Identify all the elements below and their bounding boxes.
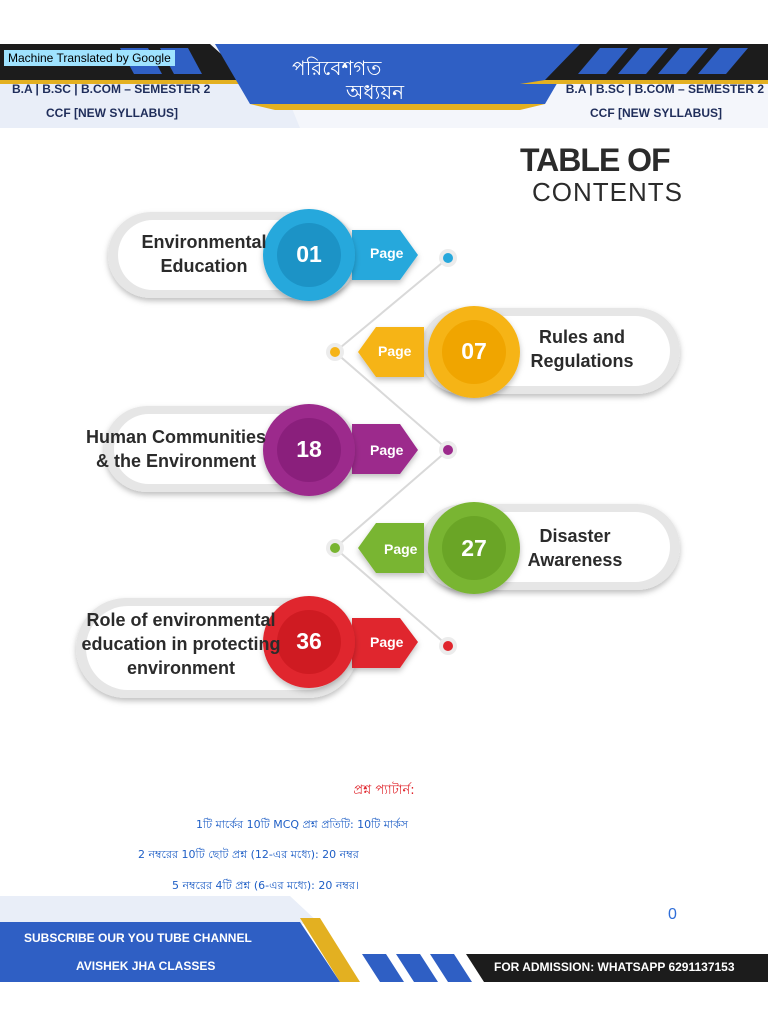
- question-pattern-line-3: 5 নম্বরের 4টি প্রশ্ন (6-এর মধ্যে): 20 নম্বর।: [172, 879, 359, 892]
- footer-admission-contact: FOR ADMISSION: WHATSAPP 6291137153: [494, 960, 735, 974]
- question-pattern-line-1: 1টি মার্কের 10টি MCQ প্রশ্ন প্রতিটি: 10টি মার্কস: [196, 818, 409, 831]
- page-number: 0: [668, 906, 677, 923]
- header-course-left: B.A | B.SC | B.COM – SEMESTER 2: [12, 82, 211, 96]
- question-pattern-line-2: 2 নম্বরের 10টি ছোট প্রশ্ন (12-এর মধ্যে): 20 নম্বর: [138, 848, 359, 861]
- toc-item-27-number: 27: [461, 535, 487, 561]
- toc-item-36-page-tag: Page: [370, 634, 404, 650]
- toc-item-07-label: Rules and Regulations: [530, 327, 634, 371]
- toc-item-18-page-tag: Page: [370, 442, 404, 458]
- toc-item-01-page-tag: Page: [370, 245, 404, 261]
- toc-item-36-number: 36: [296, 628, 322, 654]
- document-title-line2: অধ্যয়ন: [346, 80, 405, 104]
- document-title-line1: পরিবেশগত: [292, 56, 382, 80]
- header-syllabus-left: CCF [NEW SYLLABUS]: [46, 106, 178, 120]
- toc-item-36-label: Role of environmental education in protecting environment: [81, 610, 281, 678]
- toc-item-07-number: 07: [461, 338, 487, 364]
- header-syllabus-right: CCF [NEW SYLLABUS]: [590, 106, 722, 120]
- machine-translation-label: Machine Translated by Google: [4, 50, 175, 66]
- toc-item-18-number: 18: [296, 436, 322, 462]
- toc-item-01-number: 01: [296, 241, 322, 267]
- toc-item-07-page-tag: Page: [378, 343, 412, 359]
- footer-channel-name: AVISHEK JHA CLASSES: [76, 959, 216, 973]
- toc-item-27-label: Disaster Awareness: [527, 526, 623, 570]
- header-course-right: B.A | B.SC | B.COM – SEMESTER 2: [565, 82, 764, 96]
- toc-item-01-label: Environmental Education: [141, 232, 267, 276]
- toc-item-18-label: Human Communities & the Environment: [85, 427, 267, 471]
- toc-title-line2: CONTENTS: [532, 177, 683, 207]
- toc-title-line1: TABLE OF: [520, 142, 670, 178]
- question-pattern-title: প্রশ্ন প্যাটার্ন:: [353, 783, 415, 798]
- footer-subscribe-text: SUBSCRIBE OUR YOU TUBE CHANNEL: [24, 931, 252, 945]
- toc-item-27-page-tag: Page: [384, 541, 418, 557]
